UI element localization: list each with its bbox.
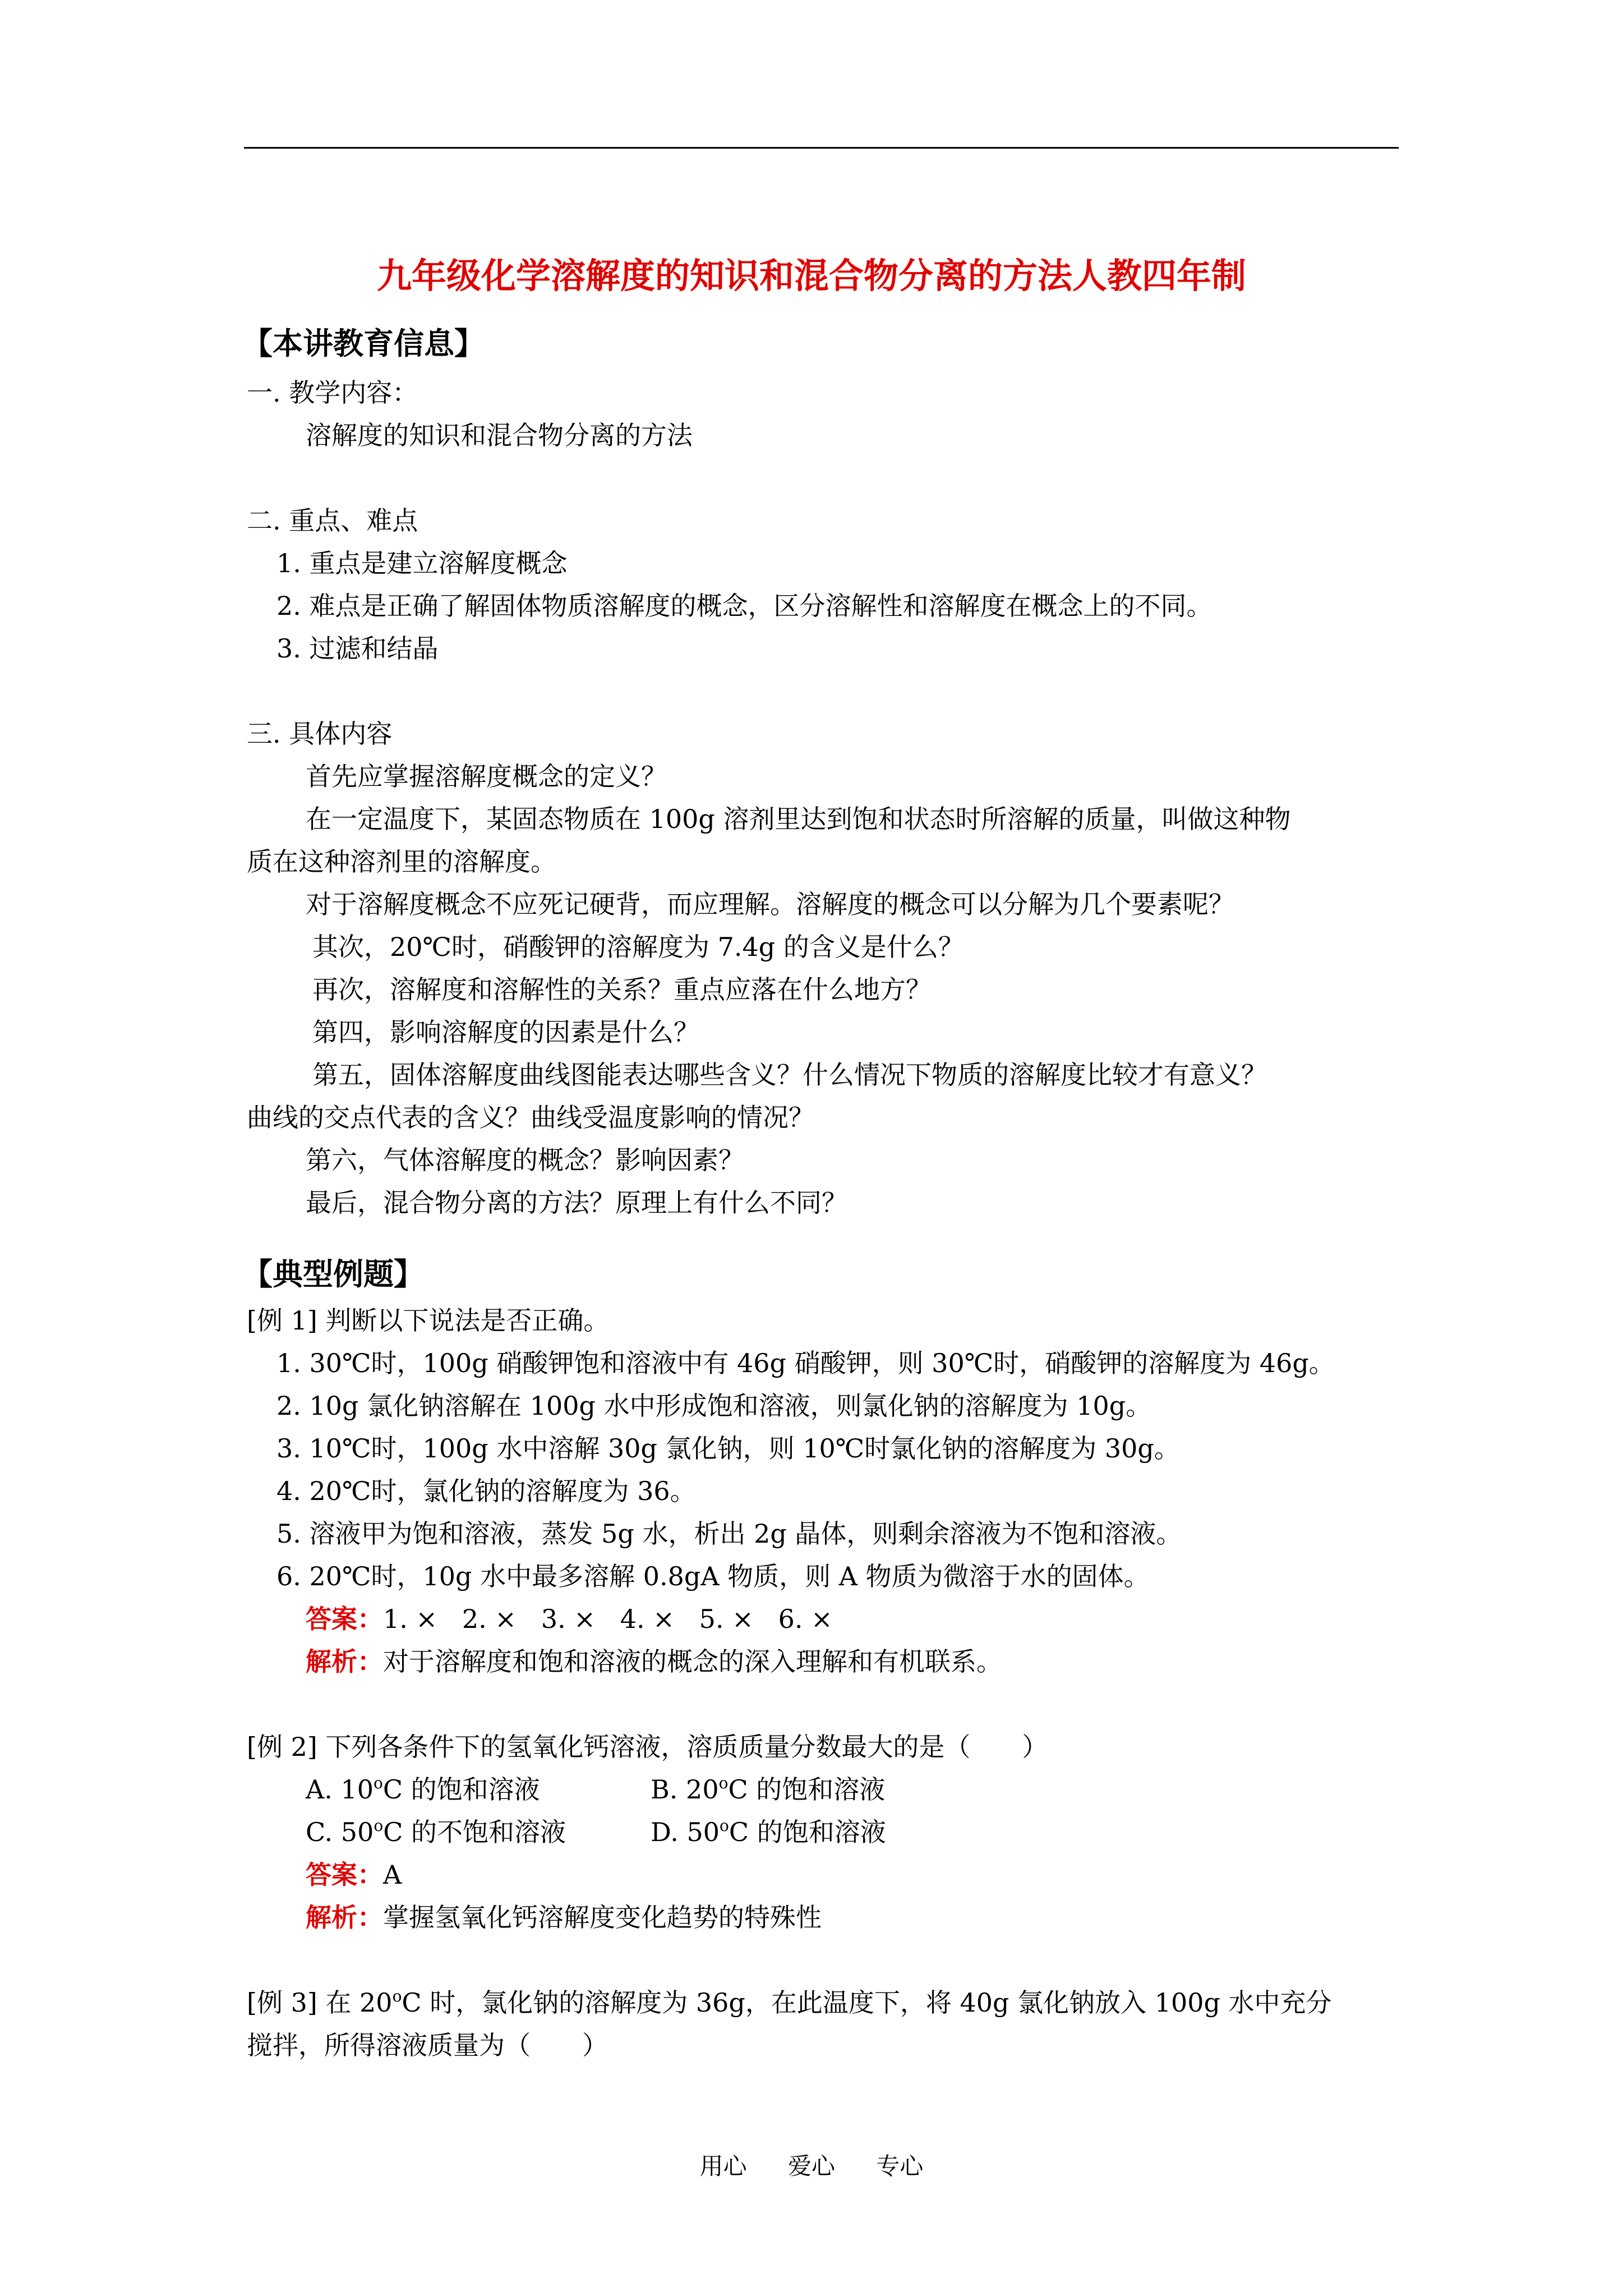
example2-option-b: B. 20$^o$C 的饱和溶液 — [651, 1774, 886, 1805]
answer-label: 答案： — [306, 1860, 383, 1890]
example1-item: 4. 20℃时，氯化钠的溶解度为 36。 — [276, 1476, 696, 1506]
section3-line: 再次，溶解度和溶解性的关系？重点应落在什么地方？ — [312, 974, 932, 1005]
section3-line: 第五，固体溶解度曲线图能表达哪些含义？什么情况下物质的溶解度比较才有意义？ — [312, 1060, 1267, 1090]
example1-answer — [306, 1602, 833, 1636]
example2-answer — [306, 1858, 402, 1892]
example1-item: 5. 溶液甲为饱和溶液，蒸发 5g 水，析出 2g 晶体，则剩余溶液为不饱和溶液。 — [276, 1519, 1182, 1549]
section1-text: 溶解度的知识和混合物分离的方法 — [306, 420, 693, 450]
info-heading: 【本讲教育信息】 — [242, 326, 485, 361]
examples-heading: 【典型例题】 — [242, 1257, 424, 1292]
section3-line: 第六，气体溶解度的概念？影响因素？ — [306, 1145, 744, 1175]
example1-item: 2. 10g 氯化钠溶解在 100g 水中形成饱和溶液，则氯化钠的溶解度为 10g。 — [276, 1391, 1152, 1421]
example2-question: [例 2] 下列各条件下的氢氧化钙溶液，溶质质量分数最大的是（ ） — [247, 1732, 1048, 1762]
answer-label: 答案： — [306, 1604, 383, 1634]
analysis-label: 解析： — [306, 1646, 383, 1677]
analysis-text: 掌握氢氧化钙溶解度变化趋势的特殊性 — [383, 1902, 822, 1932]
section3-line: 最后，混合物分离的方法？原理上有什么不同？ — [306, 1188, 847, 1218]
section3-heading: 三. 具体内容 — [247, 719, 393, 749]
section1-heading: 一. 教学内容： — [247, 378, 418, 408]
example1-item: 6. 20℃时，10g 水中最多溶解 0.8gA 物质，则 A 物质为微溶于水的固体。 — [276, 1561, 1150, 1591]
section3-line: 首先应掌握溶解度概念的定义？ — [306, 761, 667, 792]
example2-option-c: C. 50$^o$C 的不饱和溶液 — [306, 1816, 566, 1847]
page-title: 九年级化学溶解度的知识和混合物分离的方法人教四年制 — [376, 255, 1246, 296]
example3-question: [例 3] 在 20$^o$C 时，氯化钠的溶解度为 36g，在此温度下，将 40g 氯化钠放入 100g 水中充分 — [247, 1987, 1332, 2018]
section2-item: 1. 重点是建立溶解度概念 — [276, 548, 568, 578]
section3-line: 第四，影响溶解度的因素是什么？ — [312, 1017, 699, 1047]
example3-question-line2: 搅拌，所得溶液质量为（ ） — [247, 2030, 608, 2060]
example2-option-a: A. 10$^o$C 的饱和溶液 — [306, 1774, 540, 1805]
answer-text: A — [383, 1860, 402, 1890]
example2-option-d: D. 50$^o$C 的饱和溶液 — [651, 1816, 886, 1847]
answer-text: 1. × 2. × 3. × 4. × 5. × 6. × — [383, 1604, 833, 1634]
example1-item: 3. 10℃时，100g 水中溶解 30g 氯化钠，则 10℃时氯化钠的溶解度为 30g。 — [276, 1433, 1180, 1464]
page-footer: 用心 爱心 专心 — [699, 2152, 924, 2180]
header-rule — [244, 147, 1399, 149]
analysis-text: 对于溶解度和饱和溶液的概念的深入理解和有机联系。 — [383, 1646, 1002, 1677]
section3-line: 其次，20℃时，硝酸钾的溶解度为 7.4g 的含义是什么？ — [312, 932, 964, 962]
example2-analysis — [306, 1901, 822, 1934]
example1-question: [例 1] 判断以下说法是否正确。 — [247, 1305, 610, 1336]
section3-line: 曲线的交点代表的含义？曲线受温度影响的情况？ — [247, 1102, 814, 1133]
analysis-label: 解析： — [306, 1902, 383, 1932]
section2-item: 2. 难点是正确了解固体物质溶解度的概念，区分溶解性和溶解度在概念上的不同。 — [276, 591, 1212, 621]
example1-analysis — [306, 1645, 1002, 1678]
section3-line: 对于溶解度概念不应死记硬背，而应理解。溶解度的概念可以分解为几个要素呢？ — [306, 889, 1234, 919]
section3-line: 质在这种溶剂里的溶解度。 — [247, 846, 556, 877]
section3-line: 在一定温度下，某固态物质在 100g 溶剂里达到饱和状态时所溶解的质量，叫做这种物 — [306, 804, 1291, 834]
section2-heading: 二. 重点、难点 — [247, 505, 418, 536]
example1-item: 1. 30℃时，100g 硝酸钾饱和溶液中有 46g 硝酸钾，则 30℃时，硝酸钾的溶解度为 46g。 — [276, 1348, 1335, 1378]
section2-item: 3. 过滤和结晶 — [276, 633, 439, 664]
